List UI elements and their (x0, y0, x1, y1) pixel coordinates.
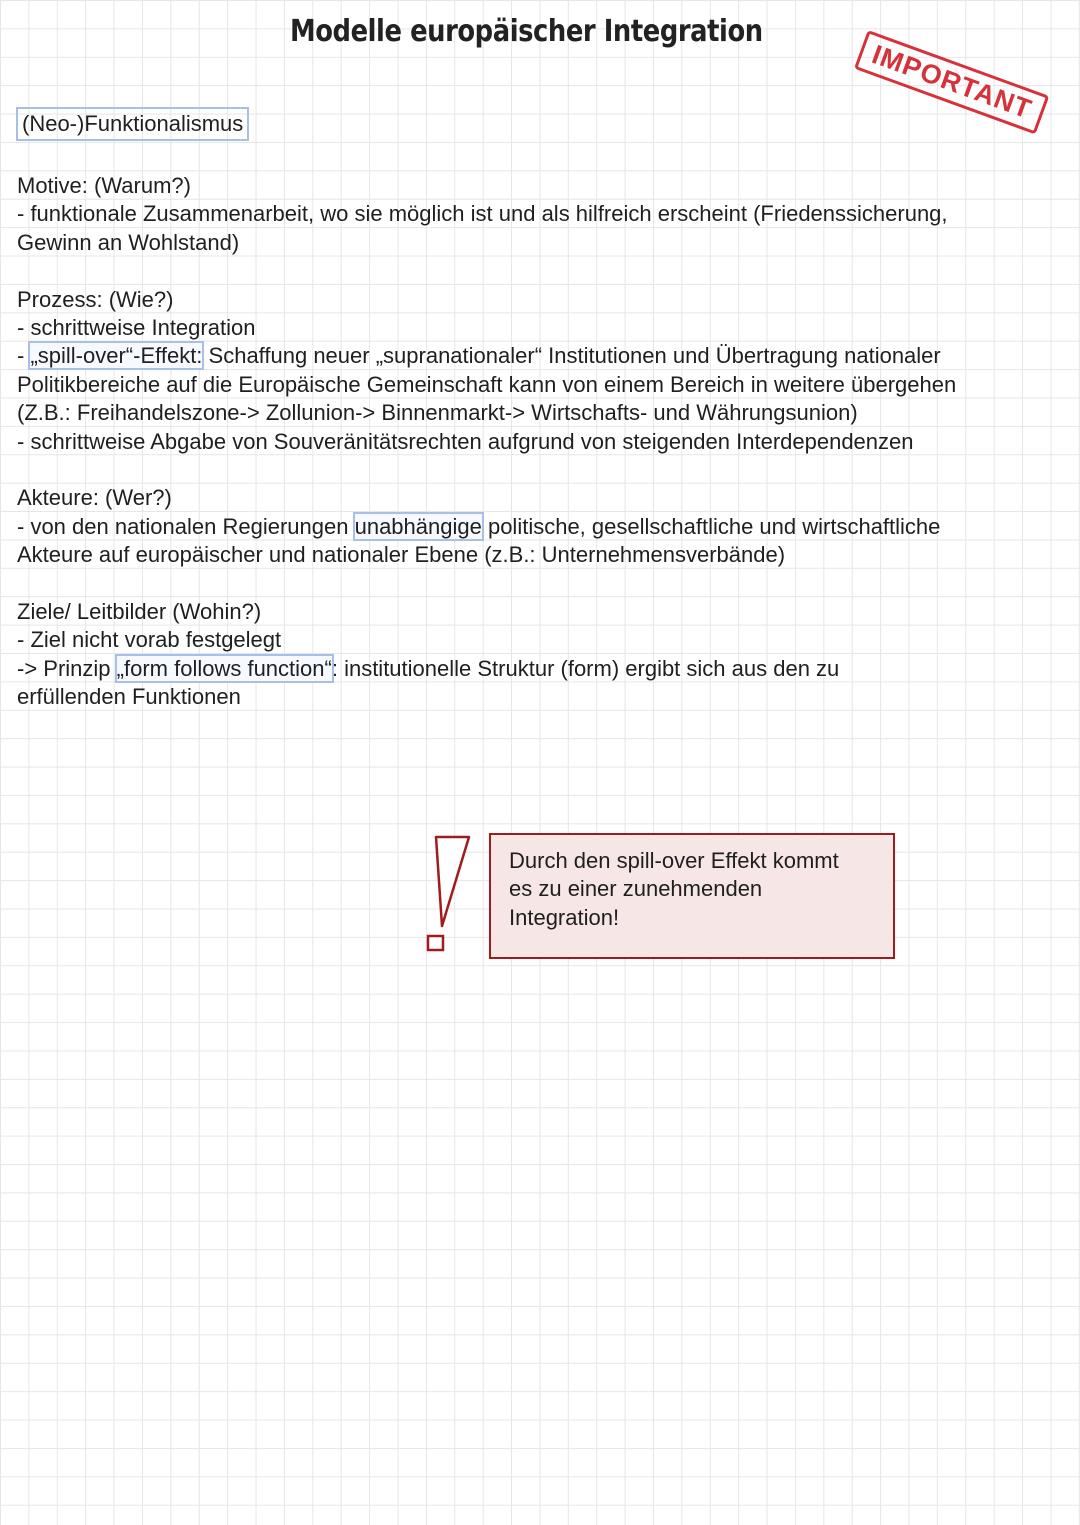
text-line: - funktionale Zusammenarbeit, wo sie möglich ist und als hilfreich erscheint (Friedenssicherung, (17, 201, 948, 227)
text-line: erfüllenden Funktionen (17, 684, 241, 710)
callout-line: Durch den spill-over Effekt kommt (509, 848, 839, 873)
text-fragment: politische, gesellschaftliche und wirtschaftliche (481, 513, 941, 539)
notes-content (17, 172, 1057, 740)
section-heading: Akteure: (Wer?) (17, 485, 172, 511)
page-title: Modelle europäischer Integration (290, 14, 763, 49)
text-line: - Ziel nicht vorab festgelegt (17, 627, 282, 653)
text-fragment: -> Prinzip (17, 655, 117, 681)
section-ziele (17, 598, 1057, 712)
section-prozess (17, 286, 1057, 456)
exclamation-icon (424, 834, 472, 954)
section-akteure (17, 484, 1057, 569)
text-fragment: : institutionelle Struktur (form) ergibt sich aus den zu (331, 655, 840, 681)
text-line: Politikbereiche auf die Europäische Gemeinschaft kann von einem Bereich in weitere übergehen (17, 371, 957, 397)
section-motive (17, 172, 1057, 257)
text-line (17, 655, 1057, 683)
section-heading: Ziele/ Leitbilder (Wohin?) (17, 599, 262, 625)
callout-line: Integration! (509, 904, 620, 930)
section-heading: Motive: (Warum?) (17, 173, 191, 198)
text-line (17, 513, 1057, 541)
text-fragment: - (17, 343, 31, 369)
form-follows-function-highlight: „form follows function“ (116, 655, 332, 681)
text-line: Gewinn an Wohlstand) (17, 229, 240, 255)
model-heading: (Neo-)Funktionalismus (16, 107, 249, 141)
important-stamp: IMPORTANT (854, 30, 1050, 135)
callout-line: es zu einer zunehmenden (509, 876, 763, 902)
text-fragment: - von den nationalen Regierungen (17, 513, 355, 539)
text-fragment: Schaffung neuer „supranationaler“ Institutionen und Übertragung nationaler (202, 343, 941, 369)
text-line (17, 342, 1057, 370)
text-line: Akteure auf europäischer und nationaler Ebene (z.B.: Unternehmensverbände) (17, 542, 786, 568)
callout-box (489, 833, 895, 959)
section-heading: Prozess: (Wie?) (17, 286, 174, 312)
unabhaengige-highlight: unabhängige (354, 513, 482, 539)
text-line: - schrittweise Integration (17, 315, 256, 341)
text-line: (Z.B.: Freihandelszone-> Zollunion-> Binnenmarkt-> Wirtschafts- und Währungsunion) (17, 400, 858, 426)
text-line: - schrittweise Abgabe von Souveränitätsrechten aufgrund von steigenden Interdependenzen (17, 428, 914, 454)
spill-over-highlight: „spill-over“-Effekt: (30, 343, 203, 369)
